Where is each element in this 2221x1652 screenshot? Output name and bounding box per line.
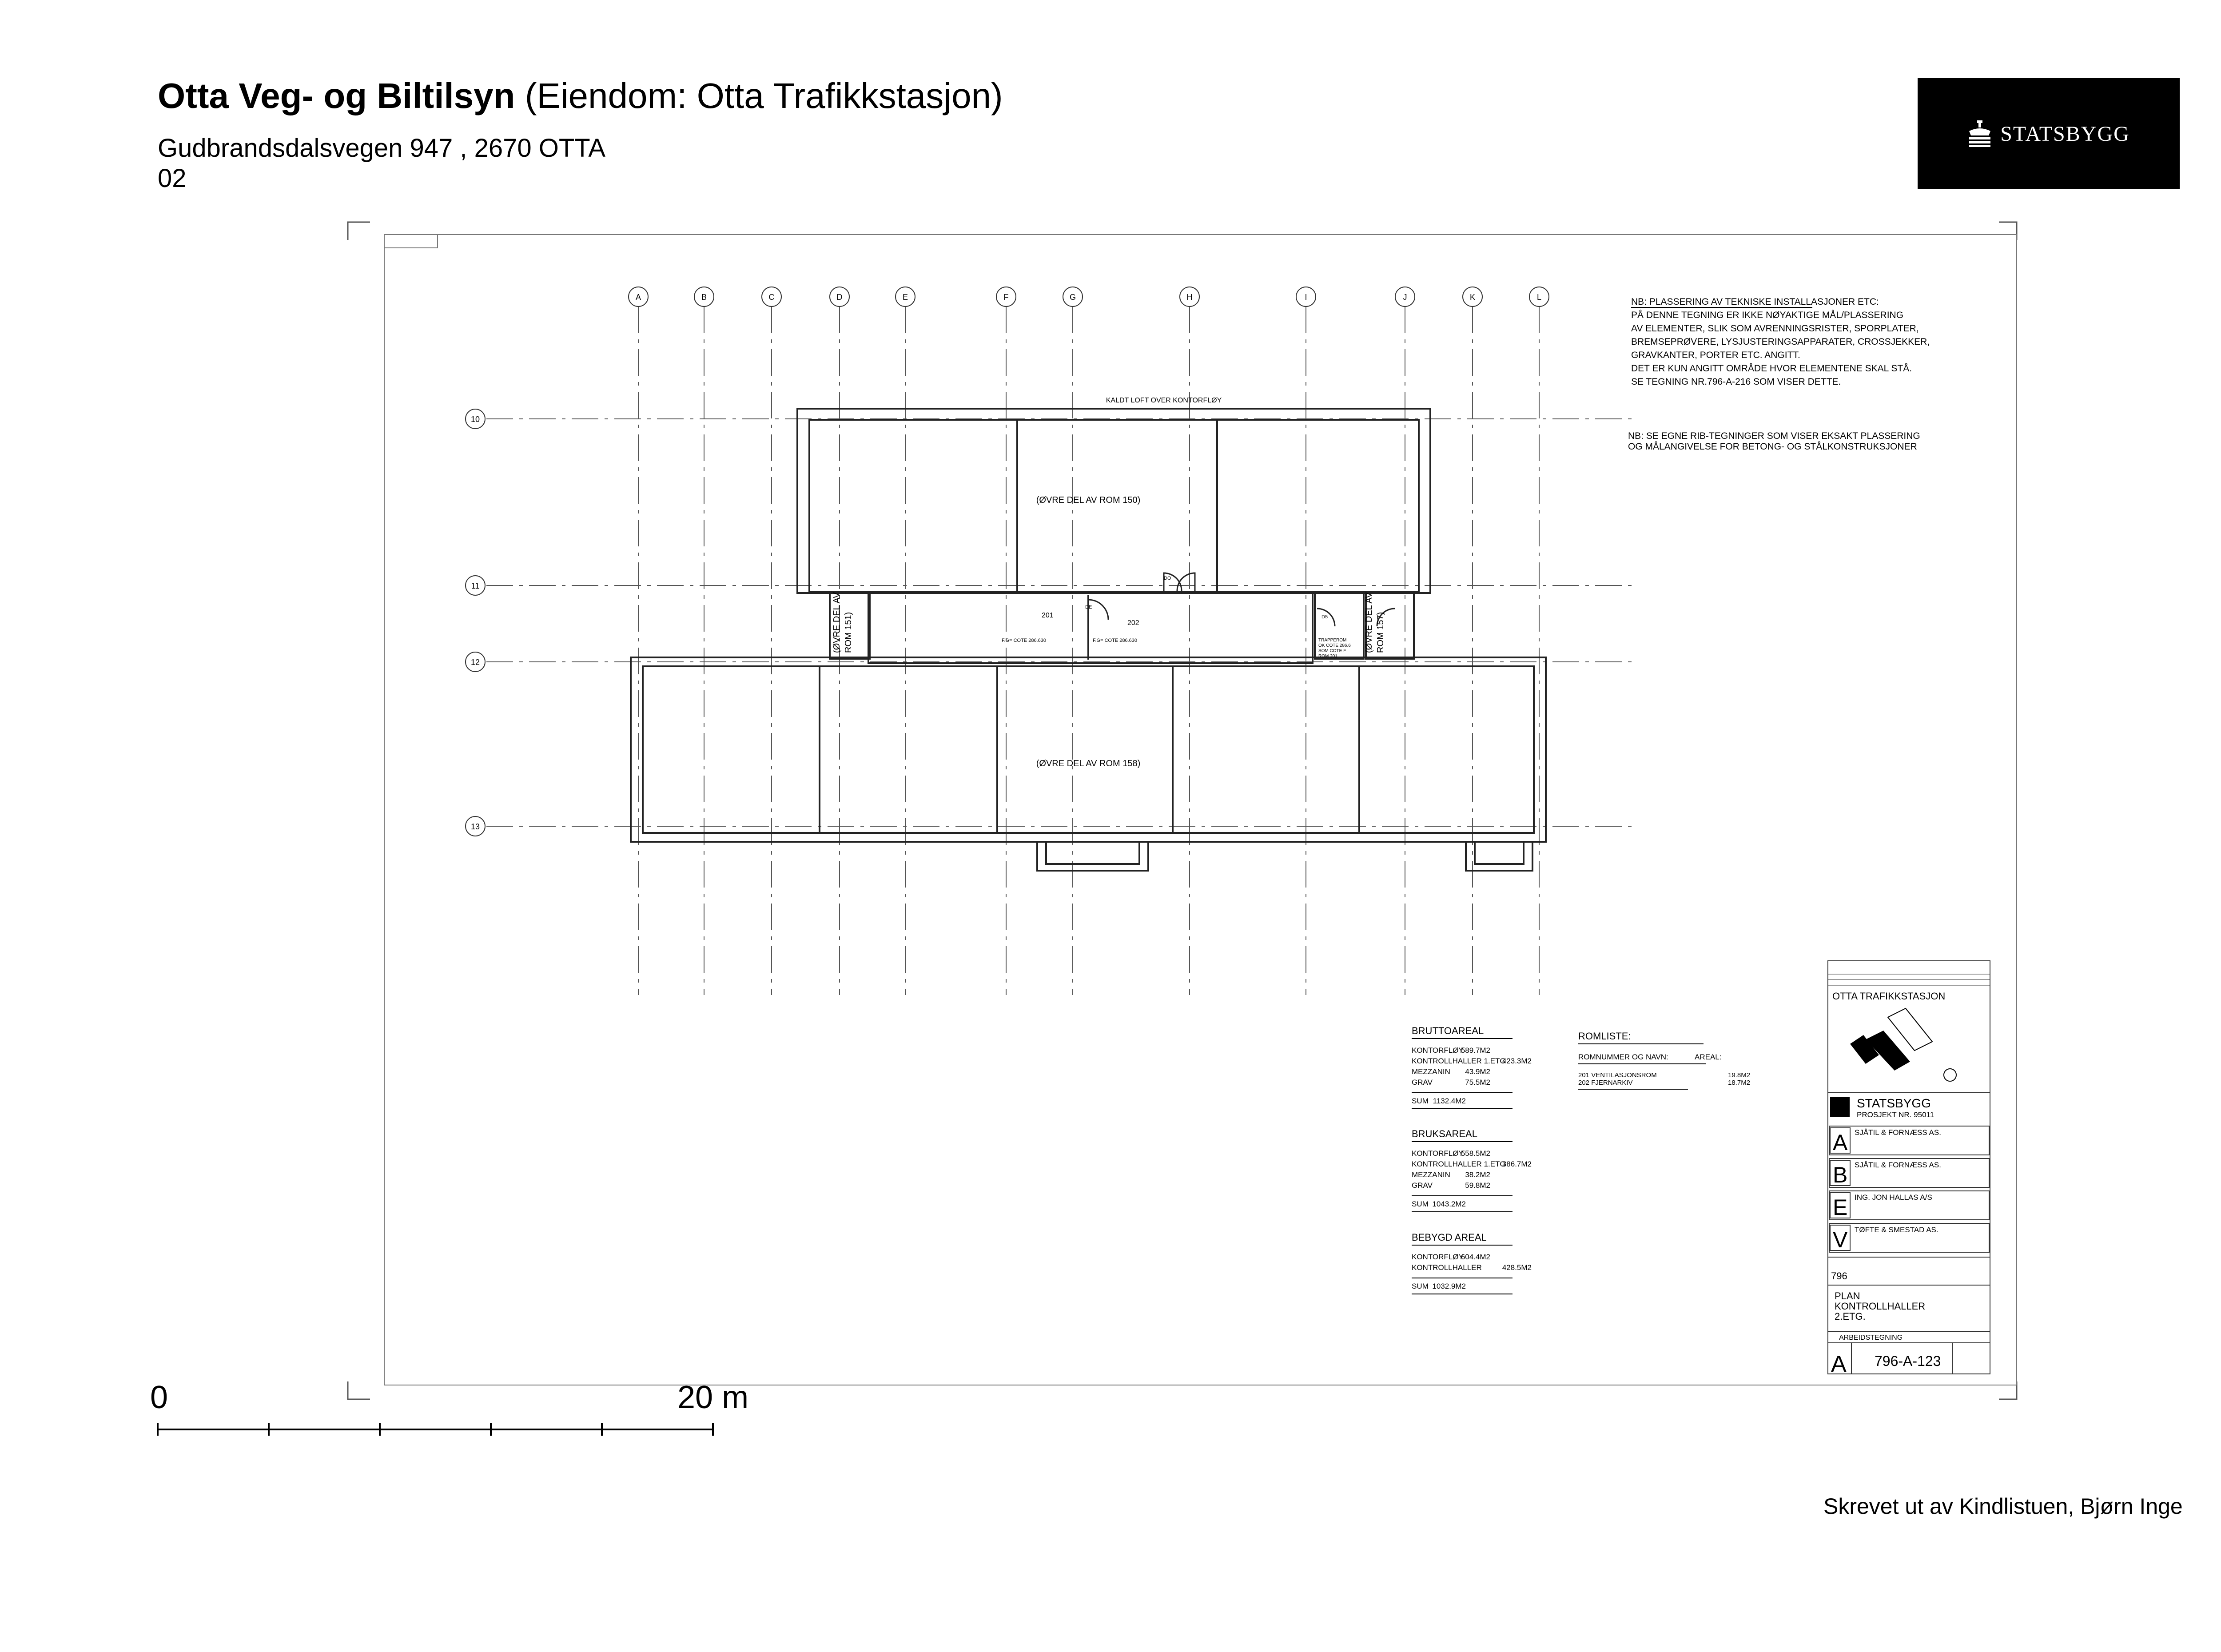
consultant-name: ING. JON HALLAS A/S — [1855, 1193, 1932, 1202]
titleblock-org: STATSBYGG — [1857, 1096, 1931, 1110]
brutto-row-value: 423.3M2 — [1502, 1057, 1532, 1065]
drawing-status: ARBEIDSTEGNING — [1839, 1334, 1903, 1342]
bruks-row-value: 38.2M2 — [1465, 1170, 1490, 1179]
door-de-label: DE — [1085, 605, 1092, 610]
brutto-sum-value: 1132.4M2 — [1433, 1097, 1466, 1105]
bebygd-sum-value: 1032.9M2 — [1432, 1282, 1466, 1290]
address-line: Gudbrandsdalsvegen 947 , 2670 OTTA — [158, 134, 606, 163]
trapp-label-2: OK COTE 286.6 — [1318, 643, 1351, 648]
bebygd-row-value: 428.5M2 — [1502, 1263, 1532, 1272]
room-list-col-area: AREAL: — [1695, 1053, 1722, 1061]
consultant-letter: A — [1833, 1130, 1848, 1155]
bruks-sum-label: SUM — [1412, 1200, 1429, 1208]
note-line: SE TEGNING NR.796-A-216 SOM VISER DETTE. — [1631, 377, 1841, 387]
door-d5-label: D5 — [1321, 614, 1328, 620]
brutto-row-value: 75.5M2 — [1465, 1078, 1490, 1087]
brutto-row-label: KONTROLLHALLER 1.ETG — [1412, 1057, 1506, 1065]
brutto-row-label: MEZZANIN — [1412, 1067, 1450, 1076]
room-157-label-1: (ØVRE DEL AV — [1364, 592, 1374, 653]
bebygd-title: BEBYGD AREAL — [1412, 1232, 1487, 1243]
note-line: AV ELEMENTER, SLIK SOM AVRENNINGSRISTER, SPORPLATER, — [1631, 323, 1919, 334]
floor-number: 02 — [158, 164, 187, 193]
door-swings — [1088, 573, 1395, 626]
logo-text: STATSBYGG — [2000, 122, 2130, 146]
brutto-row-label: KONTORFLØY — [1412, 1046, 1464, 1055]
grid-lines — [486, 307, 1635, 995]
scale-bar — [158, 1423, 713, 1436]
consultant-letter: E — [1833, 1195, 1848, 1220]
brutto-title: BRUTTOAREAL — [1412, 1025, 1484, 1036]
room-201-label: 201 — [1042, 612, 1054, 619]
titleblock-project-no: PROSJEKT NR. 95011 — [1857, 1111, 1934, 1119]
building-outline — [631, 409, 1546, 871]
bruks-sum-value: 1043.2M2 — [1432, 1200, 1466, 1208]
consultant-name: TØFTE & SMESTAD AS. — [1855, 1226, 1938, 1234]
bruks-row-label: KONTORFLØY — [1412, 1149, 1464, 1158]
bebygd-row-label: KONTORFLØY — [1412, 1253, 1464, 1261]
room-list-col-name: ROMNUMMER OG NAVN: — [1578, 1053, 1668, 1061]
brutto-sum-label: SUM — [1412, 1097, 1429, 1105]
corner-tab — [384, 235, 438, 248]
scale-start-label: 0 — [150, 1380, 168, 1415]
area-tables — [1412, 1025, 1532, 1294]
note-line: DET ER KUN ANGITT OMRÅDE HVOR ELEMENTENE SKAL STÅ. — [1631, 363, 1912, 374]
grid-col-label: F — [1003, 293, 1009, 302]
room-list-row-1-name: 201 VENTILASJONSROM — [1578, 1071, 1657, 1079]
grid-row-label: 10 — [470, 415, 480, 424]
discipline-letter: A — [1831, 1351, 1847, 1377]
note-line: NB: PLASSERING AV TEKNISKE INSTALLASJONER ETC: — [1631, 297, 1879, 307]
note-line-2: NB: SE EGNE RIB-TEGNINGER SOM VISER EKSAKT PLASSERING — [1628, 431, 1920, 441]
notes-block — [1628, 297, 1930, 452]
grid-col-label: K — [1469, 293, 1476, 302]
grid-row-label: 12 — [470, 658, 480, 667]
room-list — [1578, 1031, 1750, 1089]
room-list-row-1-area: 19.8M2 — [1728, 1071, 1751, 1079]
grid-row-label: 13 — [470, 822, 480, 831]
door-do-label: DO — [1164, 576, 1171, 581]
bebygd-row-value: 604.4M2 — [1461, 1253, 1490, 1261]
room-list-title: ROMLISTE: — [1578, 1031, 1631, 1042]
bruks-row-label: GRAV — [1412, 1181, 1433, 1190]
drawing-border — [384, 235, 2017, 1385]
bruks-row-label: KONTROLLHALLER 1.ETG — [1412, 1160, 1506, 1168]
room-202-label: 202 — [1127, 619, 1139, 627]
bruks-title: BRUKSAREAL — [1412, 1128, 1477, 1139]
drawing-number: 796-A-123 — [1875, 1353, 1941, 1369]
grid-col-label: B — [701, 293, 707, 302]
bebygd-row-label: KONTROLLHALLER — [1412, 1263, 1482, 1272]
bruks-row-label: MEZZANIN — [1412, 1170, 1450, 1179]
grid-col-label: A — [635, 293, 641, 302]
grid-bubbles — [466, 287, 1549, 836]
title-block — [1828, 961, 1990, 1377]
drawing-title-1: PLAN — [1835, 1290, 1860, 1302]
brutto-row-value: 589.7M2 — [1461, 1046, 1490, 1055]
note-line-2: OG MÅLANGIVELSE FOR BETONG- OG STÅLKONSTRUKSJONER — [1628, 442, 1917, 452]
heading-rest: (Eiendom: Otta Trafikkstasjon) — [515, 76, 1003, 115]
room-list-row-2-name: 202 FJERNARKIV — [1578, 1079, 1633, 1087]
printed-by-line: Skrevet ut av Kindlistuen, Bjørn Inge — [1823, 1494, 2183, 1519]
room-150-label: (ØVRE DEL AV ROM 150) — [1036, 495, 1141, 505]
site-map — [1850, 1008, 1956, 1081]
note-line: BREMSEPRØVERE, LYSJUSTERINGSAPPARATER, CROSSJEKKER, — [1631, 337, 1930, 347]
drawing-title-3: 2.ETG. — [1835, 1311, 1866, 1322]
brutto-row-value: 43.9M2 — [1465, 1067, 1490, 1076]
consultant-letter: V — [1833, 1227, 1848, 1252]
bruks-row-value: 59.8M2 — [1465, 1181, 1490, 1190]
grid-col-label: E — [902, 293, 908, 302]
room-157-label-2: ROM 157) — [1376, 612, 1385, 653]
note-line: PÅ DENNE TEGNING ER IKKE NØYAKTIGE MÅL/PLASSERING — [1631, 310, 1904, 320]
drawing-title-2: KONTROLLHALLER — [1835, 1301, 1926, 1312]
grid-row-label: 11 — [471, 581, 480, 590]
grid-col-label: H — [1186, 293, 1193, 302]
grid-col-label: L — [1536, 293, 1542, 302]
grid-col-label: J — [1403, 293, 1407, 302]
brutto-row-label: GRAV — [1412, 1078, 1433, 1087]
bruks-row-value: 386.7M2 — [1502, 1160, 1532, 1168]
scale-end-label: 20 m — [677, 1380, 749, 1415]
consultant-name: SJÅTIL & FORNÆSS AS. — [1855, 1161, 1941, 1169]
loft-label: KALDT LOFT OVER KONTORFLØY — [1106, 397, 1222, 404]
grid-col-label: C — [768, 293, 775, 302]
grid-col-label: D — [836, 293, 843, 302]
trapp-label-3: SOM COTE F — [1318, 649, 1346, 653]
room-list-row-2-area: 18.7M2 — [1728, 1079, 1751, 1087]
bruks-row-value: 558.5M2 — [1461, 1149, 1490, 1158]
titleblock-code: 796 — [1831, 1270, 1847, 1282]
grid-col-label: G — [1069, 293, 1076, 302]
project-name: OTTA TRAFIKKSTASJON — [1832, 991, 1946, 1002]
plan-labels — [832, 397, 1385, 768]
cote-label-1: F.G= COTE 286.630 — [1002, 638, 1046, 643]
grid-col-label: I — [1305, 293, 1307, 302]
trapp-label-1: TRAPPEROM — [1318, 638, 1347, 643]
consultant-name: SJÅTIL & FORNÆSS AS. — [1855, 1128, 1941, 1137]
trapp-label-4: ROM 201 — [1318, 654, 1337, 659]
consultant-letter: B — [1833, 1162, 1848, 1187]
room-158-label: (ØVRE DEL AV ROM 158) — [1036, 759, 1141, 768]
room-151-label-2: ROM 151) — [844, 612, 853, 653]
note-line: GRAVKANTER, PORTER ETC. ANGITT. — [1631, 350, 1800, 360]
room-151-label-1: (ØVRE DEL AV — [832, 592, 842, 653]
heading-bold: Otta Veg- og Biltilsyn — [158, 76, 515, 115]
cote-label-2: F.G= COTE 286.630 — [1093, 638, 1137, 643]
bebygd-sum-label: SUM — [1412, 1282, 1429, 1290]
